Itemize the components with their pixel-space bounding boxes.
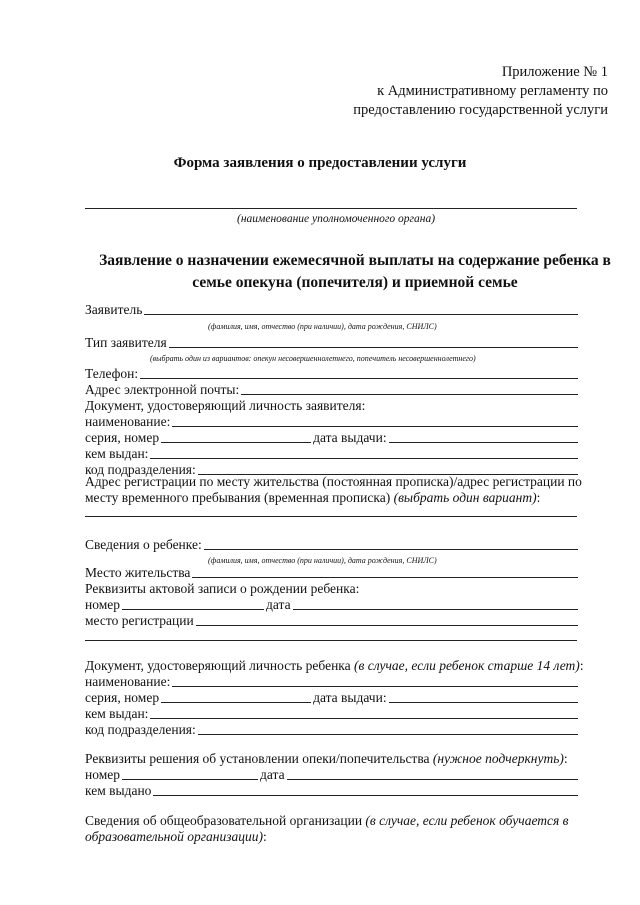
child-doc-issued-by-label: кем выдан: (85, 706, 149, 721)
guardianship-heading: Реквизиты решения об установлении опеки/попечительства (85, 751, 430, 766)
authority-hint: (наименование уполномоченного органа) (237, 213, 436, 225)
child-doc-heading: Документ, удостоверяющий личность ребенка (85, 658, 351, 673)
applicant-series-label: серия, номер (85, 430, 160, 445)
birth-record-extra-field[interactable] (85, 640, 577, 641)
phone-field[interactable] (140, 378, 578, 379)
applicant-id-heading: Документ, удостоверяющий личность заявителя: (85, 398, 366, 413)
applicant-type-hint: (выбрать один из вариантов: опекун несовершеннолетнего, попечитель несовершеннолетнего) (150, 354, 476, 363)
form-title: Форма заявления о предоставлении услуги (173, 155, 467, 171)
child-doc-series-field[interactable] (161, 702, 311, 703)
birth-record-number-field[interactable] (122, 609, 264, 610)
birth-record-place-label: место регистрации (85, 613, 194, 628)
child-doc-issue-date-label: дата выдачи: (313, 690, 387, 705)
birth-record-row (85, 597, 580, 613)
applicant-type-label: Тип заявителя (85, 335, 167, 350)
applicant-type-row (85, 335, 580, 351)
applicant-issued-by-field[interactable] (150, 458, 578, 459)
child-doc-name-field[interactable] (172, 686, 578, 687)
application-title (90, 250, 620, 294)
guardianship-issued-by-label: кем выдано (85, 783, 152, 798)
applicant-address-note: (выбрать один вариант) (393, 490, 537, 505)
guardianship-number-label: номер (85, 767, 121, 782)
child-doc-name-label: наименование: (85, 674, 171, 689)
applicant-field[interactable] (144, 314, 578, 315)
birth-record-place-field[interactable] (196, 625, 578, 626)
birth-record-place-row (85, 613, 580, 629)
birth-record-heading: Реквизиты актовой записи о рождении ребенка: (85, 581, 360, 596)
appendix-header (353, 63, 608, 120)
guardianship-number-row (85, 767, 580, 783)
child-residence-label: Место жительства (85, 565, 191, 580)
guardianship-issued-by-row (85, 783, 580, 799)
authority-field[interactable] (85, 208, 577, 209)
child-doc-note: (в случае, если ребенок старше 14 лет) (354, 658, 580, 673)
birth-record-date-label: дата (266, 597, 291, 612)
applicant-issue-date-label: дата выдачи: (313, 430, 387, 445)
education-heading: Сведения об общеобразовательной организации (85, 813, 363, 828)
appendix-number: Приложение № 1 (501, 64, 608, 80)
applicant-address-label: Адрес регистрации по месту жительства (постоянная прописка)/адрес регистрации по месту временного пребывания (временная прописка) (85, 474, 582, 505)
child-doc-heading-row: Документ, удостоверяющий личность ребенка (в случае, если ребенок старше 14 лет): (85, 658, 584, 673)
child-doc-issued-by-field[interactable] (150, 718, 578, 719)
applicant-label: Заявитель (85, 302, 143, 317)
child-doc-series-label: серия, номер (85, 690, 160, 705)
applicant-series-field[interactable] (161, 442, 311, 443)
applicant-series-row (85, 430, 580, 446)
applicant-address-text: Адрес регистрации по месту жительства (постоянная прописка)/адрес регистрации по месту временного пребывания (временная прописка) (выбрать один вариант): (85, 474, 582, 505)
education-note: (в случае, если ребенок обучается в образовательной организации) (85, 813, 569, 844)
child-field[interactable] (204, 549, 578, 550)
education-section: Сведения об общеобразовательной организации (в случае, если ребенок обучается в образовательной организации): (85, 813, 569, 844)
guardianship-date-label: дата (260, 767, 285, 782)
phone-label: Телефон: (85, 366, 139, 381)
guardianship-note: (нужное подчеркнуть) (432, 751, 564, 766)
child-doc-issued-by-row (85, 706, 580, 722)
child-label: Сведения о ребенке: (85, 537, 202, 552)
applicant-dept-code-label: код подразделения: (85, 462, 196, 477)
applicant-row (85, 302, 580, 318)
applicant-type-field[interactable] (169, 347, 578, 348)
appendix-service: предоставлению государственной услуги (353, 102, 608, 118)
guardianship-date-field[interactable] (287, 779, 578, 780)
appendix-regulation: к Административному регламенту по (377, 83, 608, 99)
guardianship-number-field[interactable] (122, 779, 258, 780)
email-row (85, 382, 580, 398)
applicant-address-field[interactable] (85, 516, 577, 517)
email-label: Адрес электронной почты: (85, 382, 240, 397)
phone-row (85, 366, 580, 382)
application-title-line1: Заявление о назначении ежемесячной выплаты на содержание ребенка в (99, 252, 611, 269)
child-doc-dept-code-field[interactable] (198, 734, 578, 735)
child-residence-field[interactable] (192, 577, 578, 578)
application-title-line2: семье опекуна (попечителя) и приемной семье (192, 274, 518, 291)
child-row (85, 537, 580, 553)
applicant-doc-name-label: наименование: (85, 414, 171, 429)
birth-record-date-field[interactable] (293, 609, 578, 610)
applicant-doc-name-field[interactable] (172, 426, 578, 427)
applicant-doc-name-row (85, 414, 580, 430)
applicant-issued-by-label: кем выдан: (85, 446, 149, 461)
guardianship-heading-row: Реквизиты решения об установлении опеки/попечительства (нужное подчеркнуть): (85, 751, 568, 766)
applicant-hint: (фамилия, имя, отчество (при наличии), дата рождения, СНИЛС) (208, 322, 437, 331)
child-residence-row (85, 565, 580, 581)
birth-record-number-label: номер (85, 597, 121, 612)
applicant-issue-date-field[interactable] (389, 442, 578, 443)
child-doc-issue-date-field[interactable] (389, 702, 578, 703)
email-field[interactable] (241, 394, 578, 395)
child-hint: (фамилия, имя, отчество (при наличии), дата рождения, СНИЛС) (208, 556, 437, 565)
guardianship-issued-by-field[interactable] (153, 795, 578, 796)
child-doc-series-row (85, 690, 580, 706)
applicant-issued-by-row (85, 446, 580, 462)
child-doc-name-row (85, 674, 580, 690)
child-doc-dept-code-row (85, 722, 580, 738)
child-doc-dept-code-label: код подразделения: (85, 722, 196, 737)
